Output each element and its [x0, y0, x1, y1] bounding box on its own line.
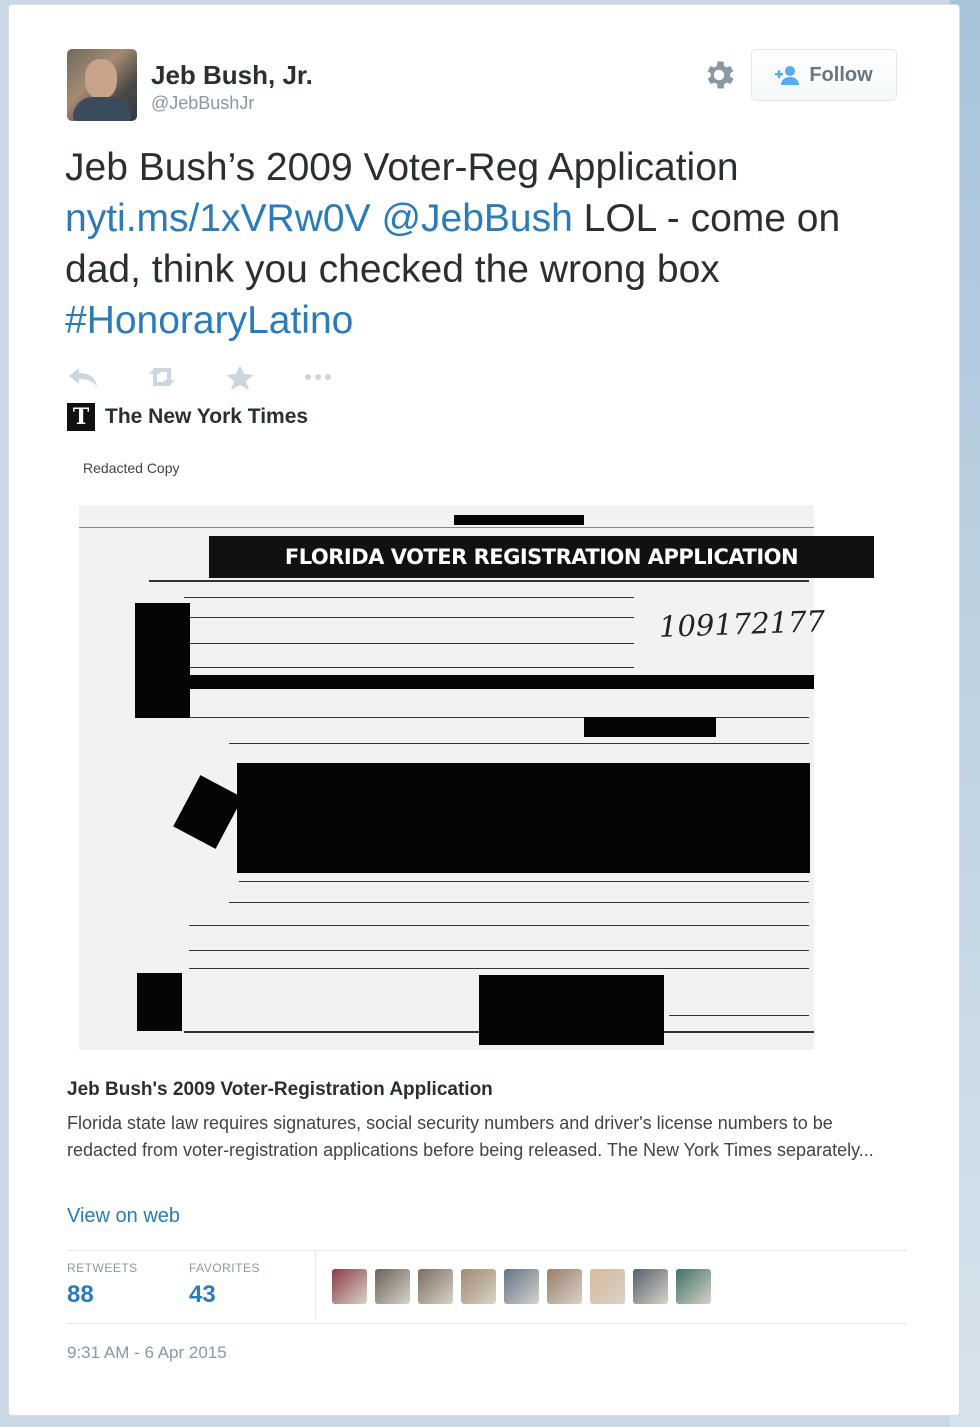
doc-section-bar: [184, 675, 814, 689]
document-header: FLORIDA VOTER REGISTRATION APPLICATION: [209, 536, 874, 578]
follow-user-icon: [775, 64, 801, 86]
redaction-bar: [454, 515, 584, 525]
favoriter-avatar[interactable]: [547, 1269, 582, 1304]
tweet-actions: [65, 357, 337, 397]
follow-button-label: Follow: [809, 63, 873, 86]
doc-rule: [669, 1015, 809, 1016]
favoriter-avatar[interactable]: [676, 1269, 711, 1304]
tweet-hashtag[interactable]: #HonoraryLatino: [65, 299, 354, 342]
document-number: 109172177: [658, 604, 826, 644]
doc-rule: [149, 580, 809, 582]
gear-icon[interactable]: [701, 57, 737, 93]
tweet-timestamp[interactable]: 9:31 AM - 6 Apr 2015: [67, 1343, 227, 1362]
reply-icon[interactable]: [65, 362, 103, 392]
doc-rule: [189, 717, 809, 718]
document-image[interactable]: [79, 505, 826, 1050]
stats-separator: [315, 1251, 316, 1319]
doc-rule: [184, 617, 634, 618]
avatar-shirt: [73, 97, 131, 121]
doc-side-tab: [173, 775, 243, 849]
redaction-block: [479, 975, 664, 1045]
doc-rule: [229, 743, 809, 744]
doc-rule: [189, 968, 809, 969]
favoriter-avatar[interactable]: [332, 1269, 367, 1304]
favoriter-avatars: [332, 1269, 711, 1304]
favoriter-avatar[interactable]: [375, 1269, 410, 1304]
stats-divider-top: [67, 1250, 907, 1251]
tweet-card: [8, 4, 960, 1416]
doc-rule: [229, 902, 809, 903]
doc-rule: [184, 667, 634, 668]
tweet-text-intro: Jeb Bush’s 2009 Voter-Reg Application: [65, 146, 739, 189]
doc-side-tab: [137, 973, 182, 1031]
favorites-count[interactable]: 43: [189, 1281, 216, 1308]
doc-rule: [189, 925, 809, 926]
favoriter-avatar[interactable]: [418, 1269, 453, 1304]
doc-rule: [79, 527, 814, 528]
doc-rule: [239, 881, 809, 882]
avatar-face: [85, 59, 117, 99]
doc-rule: [184, 643, 634, 644]
view-on-web-link[interactable]: View on web: [67, 1205, 181, 1227]
nyt-logo-icon: T: [67, 403, 95, 431]
user-handle[interactable]: @JebBushJr: [151, 93, 255, 113]
card-description: Florida state law requires signatures, social security numbers and driver's license numbers to be redacted from voter-registration applications before being released. The New York Times separately...: [67, 1113, 874, 1160]
user-name[interactable]: Jeb Bush, Jr.: [151, 60, 313, 90]
tweet-text-body: LOL - come on dad, think you checked the wrong box: [65, 197, 841, 291]
retweet-icon[interactable]: [143, 362, 181, 392]
favorites-label: FAVORITES: [189, 1261, 260, 1275]
doc-rule: [184, 597, 634, 598]
card-title[interactable]: Jeb Bush's 2009 Voter-Registration Application: [67, 1079, 493, 1100]
follow-button[interactable]: [751, 49, 897, 101]
favoriter-avatar[interactable]: [461, 1269, 496, 1304]
user-avatar[interactable]: [67, 49, 137, 121]
favoriter-avatar[interactable]: [504, 1269, 539, 1304]
card-source-name: The New York Times: [105, 405, 309, 428]
stats-divider-bottom: [67, 1323, 907, 1324]
redaction-bar: [584, 717, 716, 737]
more-icon[interactable]: [299, 362, 337, 392]
favoriter-avatar[interactable]: [590, 1269, 625, 1304]
favoriter-avatar[interactable]: [633, 1269, 668, 1304]
image-caption: Redacted Copy: [83, 460, 180, 476]
tweet-mention[interactable]: @JebBush: [381, 197, 573, 240]
retweets-label: RETWEETS: [67, 1261, 138, 1275]
favorite-icon[interactable]: [221, 362, 259, 392]
tweet-text: [65, 142, 925, 346]
doc-side-tab: [135, 603, 190, 718]
tweet-link[interactable]: nyti.ms/1xVRw0V: [65, 197, 371, 240]
doc-rule: [189, 950, 809, 951]
retweets-count[interactable]: 88: [67, 1281, 94, 1308]
card-source[interactable]: [67, 403, 308, 431]
redaction-block: [237, 763, 810, 873]
